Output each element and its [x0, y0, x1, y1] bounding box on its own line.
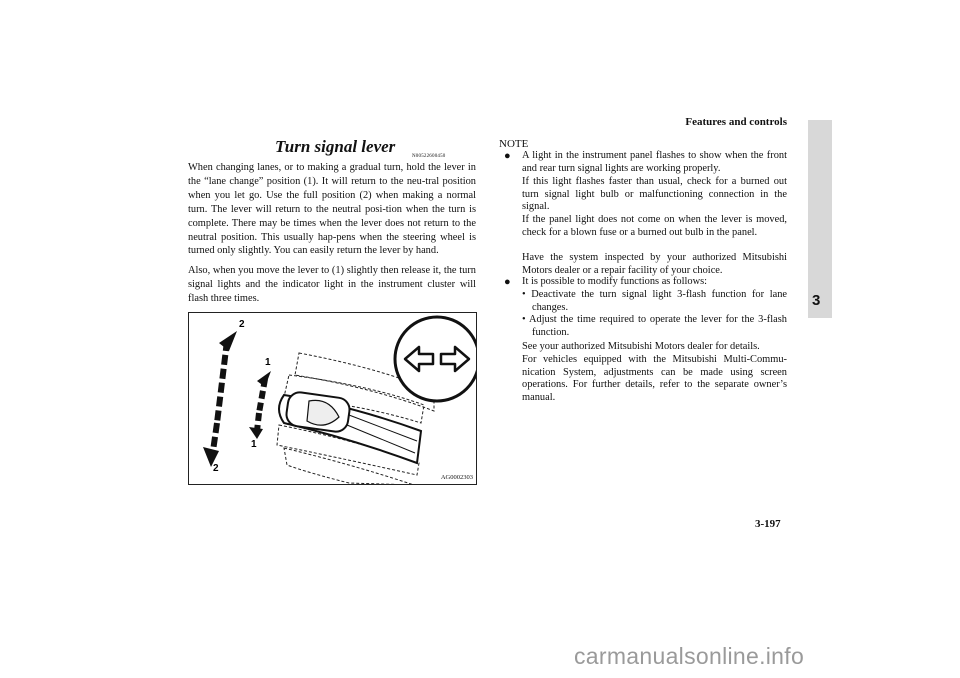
page-number: 3-197 — [755, 518, 781, 530]
arrow-down-1-icon — [249, 427, 263, 439]
note-heading: NOTE — [499, 138, 529, 150]
note-item1-line3: If the panel light does not come on when the lever is moved, check for a blown fuse or a burned out bulb in the panel. — [522, 214, 787, 238]
body-paragraph-2: Also, when you move the lever to (1) slightly then release it, the turn signal lights and the indicator light in the instrument cluster will flash three times. — [188, 265, 476, 304]
bullet-icon: ● — [504, 150, 511, 162]
indicator-circle — [395, 317, 476, 401]
note-item2-after1: See your authorized Mitsubishi Motors dealer for details. — [522, 341, 760, 352]
figure-caption: AG0002303 — [440, 474, 473, 481]
chapter-number: 3 — [812, 292, 821, 309]
lever-diagram — [189, 313, 476, 484]
section-title: Turn signal lever — [275, 137, 396, 156]
label-2-top: 2 — [239, 319, 245, 330]
note-item1-line2: If this light flashes faster than usual, check for a burned out turn signal light bulb or malfunctioning connection in the signal. — [522, 176, 787, 213]
reference-code: N00522600450 — [412, 154, 446, 159]
chapter-tab — [808, 120, 832, 318]
body-paragraph-1: When changing lanes, or to making a gradual turn, hold the lever in the “lane change” position (1). It will return to the neu-tral position when you let go. Use the full position (2) when making a normal turn. The lever will return to the neutral posi-tion when the turn is complete. There may be times when the lever does not return to the neutral position. This usually hap-pens when the steering wheel is turned only slightly. You can easily return the lever by hand. — [188, 162, 476, 257]
section-header: Features and controls — [685, 116, 787, 128]
arrow-up-1-icon — [257, 371, 271, 387]
label-2-bottom: 2 — [213, 463, 219, 474]
note-item2-intro: It is possible to modify functions as follows: — [522, 276, 708, 287]
turn-signal-lever-figure — [188, 312, 477, 485]
bullet-icon: ● — [504, 276, 511, 288]
watermark: carmanualsonline.info — [574, 643, 805, 669]
note-item2-sub2: • Adjust the time required to operate the lever for the 3-flash function. — [522, 314, 787, 338]
label-1-bottom: 1 — [251, 439, 257, 450]
note-item1-line1: A light in the instrument panel flashes to show when the front and rear turn signal lights are working properly. — [522, 150, 787, 174]
note-item2-sub1: • Deactivate the turn signal light 3-flash function for lane changes. — [522, 289, 787, 313]
arrow-up-2-icon — [219, 331, 237, 351]
note-item1-line4: Have the system inspected by your authorized Mitsubishi Motors dealer or a repair facility of your choice. — [522, 252, 787, 276]
note-item2-after2: For vehicles equipped with the Mitsubishi Multi-Commu-nication System, adjustments can be made using screen operations. For further details, refer to the separate owner’s manual. — [522, 354, 787, 404]
label-1-top: 1 — [265, 357, 271, 368]
